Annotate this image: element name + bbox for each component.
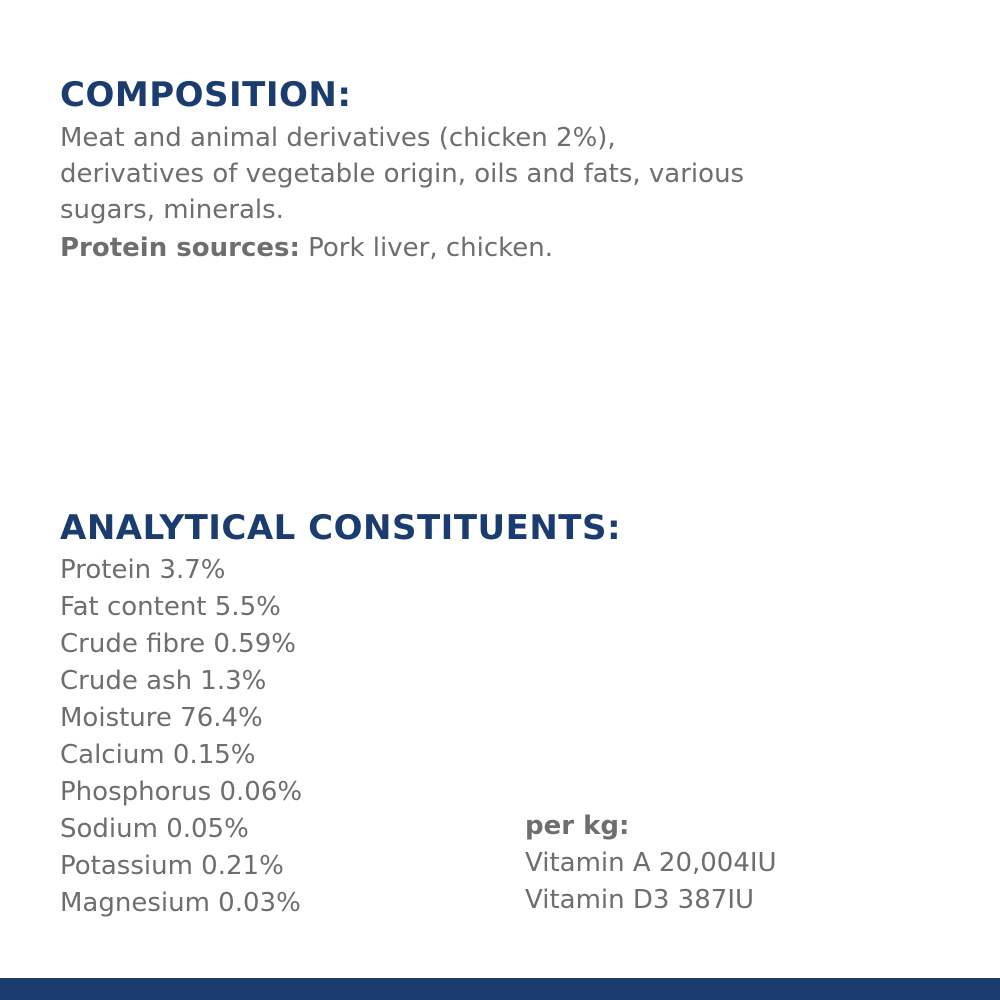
list-item: Phosphorus 0.06% <box>60 777 303 807</box>
vitamins-block <box>525 808 945 919</box>
per-kg-label: per kg: <box>525 811 630 841</box>
list-item: Crude ash 1.3% <box>60 666 267 696</box>
composition-text-block <box>60 120 970 266</box>
list-item: Calcium 0.15% <box>60 740 256 770</box>
composition-line: Meat and animal derivatives (chicken 2%), <box>60 123 616 153</box>
analytical-constituents-heading: ANALYTICAL CONSTITUENTS: <box>60 507 622 548</box>
list-item: Vitamin D3 387IU <box>525 885 755 915</box>
list-item: Vitamin A 20,004IU <box>525 848 777 878</box>
list-item: Fat content 5.5% <box>60 592 281 622</box>
list-item: Magnesium 0.03% <box>60 888 301 918</box>
protein-sources-line <box>60 230 970 266</box>
list-item: Moisture 76.4% <box>60 703 263 733</box>
constituents-list <box>60 552 490 922</box>
composition-heading: COMPOSITION: <box>60 74 352 115</box>
protein-sources-label: Protein sources: <box>60 233 300 263</box>
composition-line: sugars, minerals. <box>60 195 284 225</box>
bottom-accent-bar <box>0 978 1000 1000</box>
composition-line: derivatives of vegetable origin, oils and fats, various <box>60 159 745 189</box>
list-item: Potassium 0.21% <box>60 851 284 881</box>
list-item: Sodium 0.05% <box>60 814 249 844</box>
list-item: Protein 3.7% <box>60 555 226 585</box>
list-item: Crude fibre 0.59% <box>60 629 296 659</box>
protein-sources-value: Pork liver, chicken. <box>299 233 554 263</box>
